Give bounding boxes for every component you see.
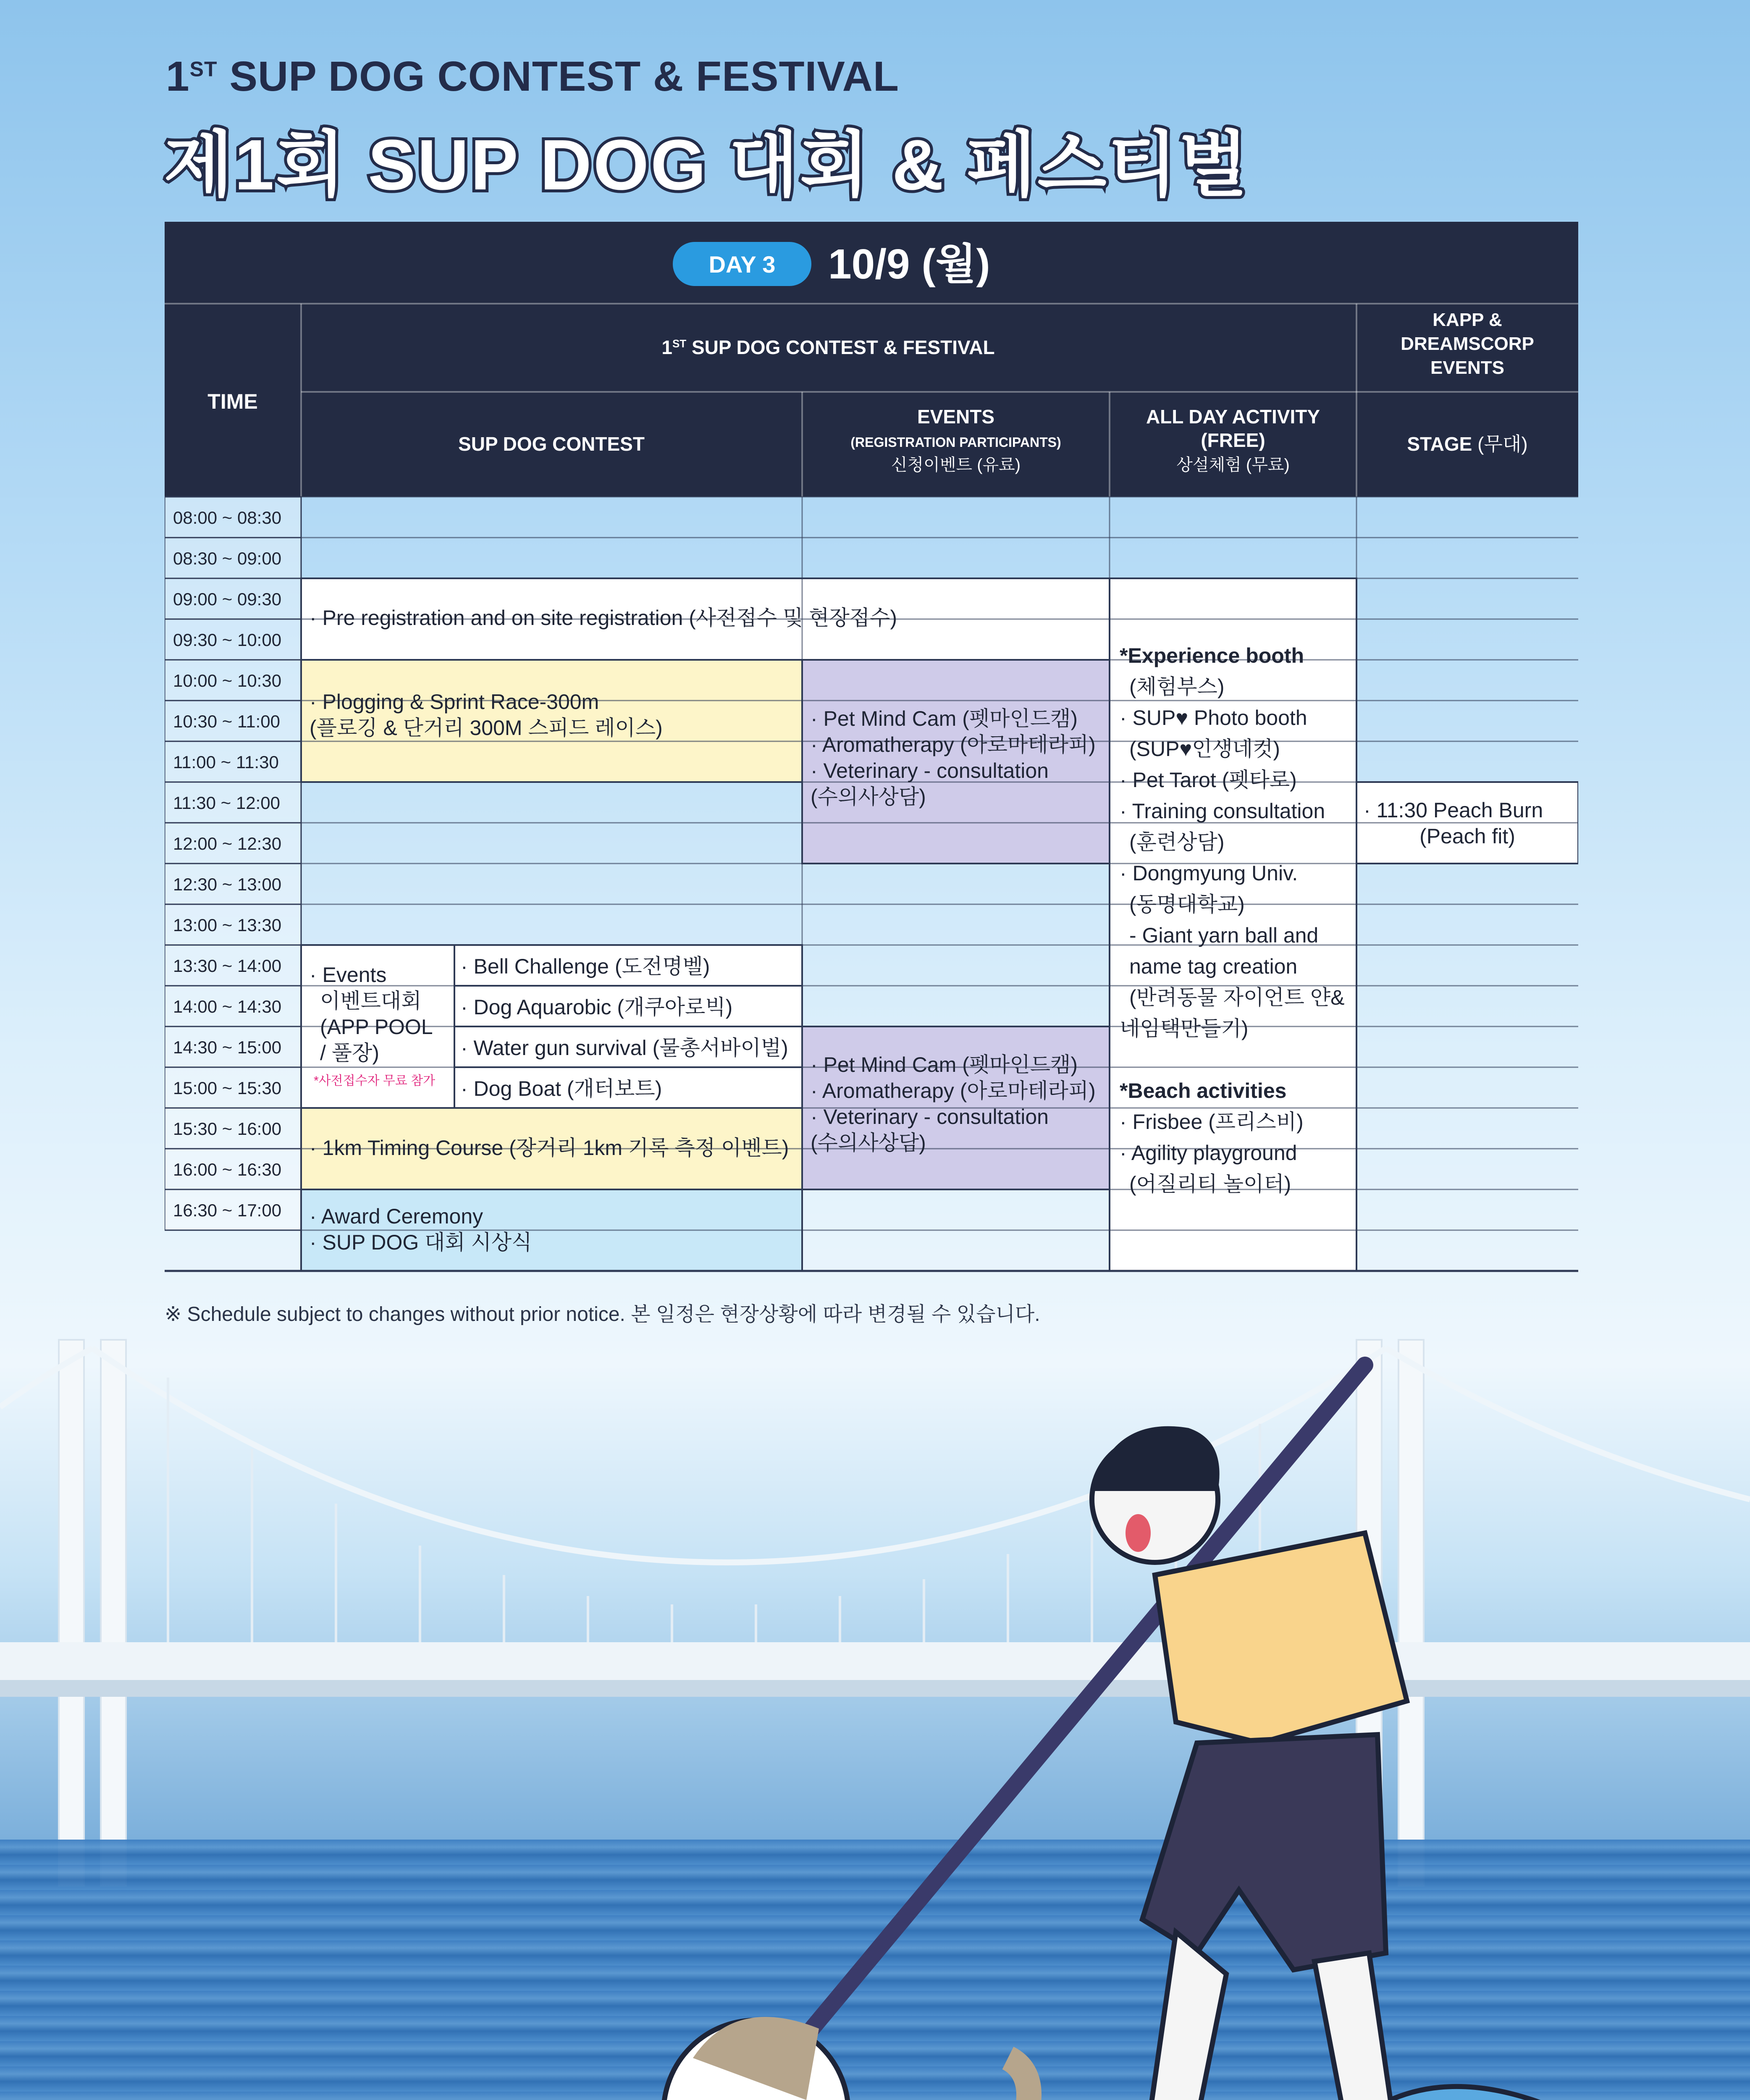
cell-events-2: 이벤트대회 <box>320 989 422 1013</box>
wave-icon <box>1260 2087 1627 2100</box>
day-badge-label: DAY 3 <box>708 251 776 278</box>
allday-item: (동명대학교) <box>1129 892 1245 916</box>
header-kapp-2: DREAMSCORP <box>1401 333 1534 354</box>
cell-bell: · Bell Challenge (도전명벨) <box>461 955 710 978</box>
time-slot-label: 09:00 ~ 09:30 <box>173 589 282 609</box>
cell-dogboat: · Dog Boat (개터보트) <box>461 1077 662 1100</box>
allday-item: 네임택만들기) <box>1120 1017 1249 1040</box>
cell-award-1: · Award Ceremony <box>310 1205 483 1228</box>
title-english: 1ST SUP DOG CONTEST & FESTIVAL <box>166 53 899 100</box>
cell-petmind-b-4: (수의사상담) <box>811 1131 926 1155</box>
cell-petmind-a-2: · Aromatherapy (아로마테라피) <box>811 733 1096 756</box>
time-slot-label: 11:30 ~ 12:00 <box>173 793 280 813</box>
header-kapp-3: EVENTS <box>1430 357 1505 378</box>
time-slot-label: 16:00 ~ 16:30 <box>173 1160 282 1179</box>
cell-petmind-b-1: · Pet Mind Cam (펫마인드캠) <box>811 1053 1078 1076</box>
allday-item: (훈련상담) <box>1129 830 1225 854</box>
cell-aquarobic: · Dog Aquarobic (개쿠아로빅) <box>461 995 733 1019</box>
allday-item: · Training consultation <box>1120 799 1325 823</box>
allday-item: · SUP♥ Photo booth <box>1120 706 1307 730</box>
cell-petmind-a-3: · Veterinary - consultation <box>811 759 1049 782</box>
time-slot-label: 08:30 ~ 09:00 <box>173 549 282 568</box>
header-time: TIME <box>207 390 258 413</box>
cell-watergun: · Water gun survival (물총서바이벌) <box>461 1036 788 1060</box>
header-events-3: 신청이벤트 (유료) <box>891 456 1021 474</box>
time-slot-label: 12:30 ~ 13:00 <box>173 874 282 894</box>
allday-item: *Beach activities <box>1120 1079 1287 1102</box>
cell-stage-2: (Peach fit) <box>1419 824 1515 848</box>
cell-pre-registration: · Pre registration and on site registration (사전접수 및 현장접수) <box>310 606 897 630</box>
cell-events-3: (APP POOL <box>320 1015 433 1039</box>
time-slot-label: 14:00 ~ 14:30 <box>173 997 282 1016</box>
time-slot-label: 11:00 ~ 11:30 <box>173 752 279 772</box>
allday-item: (체험부스) <box>1129 675 1225 698</box>
allday-item: · Dongmyung Univ. <box>1120 861 1298 885</box>
time-slot-label: 15:00 ~ 15:30 <box>173 1078 282 1098</box>
header-stage: STAGE (무대) <box>1407 433 1528 455</box>
cell-petmind-a-4: (수의사상담) <box>811 785 926 808</box>
header-events-1: EVENTS <box>917 406 995 428</box>
date-label: 10/9 (월) <box>828 241 990 288</box>
allday-item: (어질리티 놀이터) <box>1129 1172 1291 1196</box>
time-slot-label: 10:30 ~ 11:00 <box>173 711 280 731</box>
header-sup-dog-contest: SUP DOG CONTEST <box>458 433 645 455</box>
header-allday-3: 상설체험 (무료) <box>1176 456 1290 474</box>
cell-petmind-a-1: · Pet Mind Cam (펫마인드캠) <box>811 707 1078 730</box>
time-slot-label: 13:00 ~ 13:30 <box>173 915 282 935</box>
cell-plogging-1: · Plogging & Sprint Race-300m <box>310 690 599 714</box>
time-slot-label: 10:00 ~ 10:30 <box>173 671 282 690</box>
time-slot-label: 16:30 ~ 17:00 <box>173 1200 282 1220</box>
schedule-note: ※ Schedule subject to changes without prior notice. 본 일정은 현장상황에 따라 변경될 수 있습니다. <box>165 1303 1040 1326</box>
header-allday-2: (FREE) <box>1201 429 1265 451</box>
time-slot-label: 12:00 ~ 12:30 <box>173 834 282 853</box>
allday-item: - Giant yarn ball and <box>1129 924 1319 947</box>
paddleboard-illustration <box>546 1323 1743 2100</box>
time-slot-label: 14:30 ~ 15:00 <box>173 1037 282 1057</box>
allday-item: (SUP♥인생네컷) <box>1129 737 1280 761</box>
cell-award-2: · SUP DOG 대회 시상식 <box>310 1231 532 1254</box>
header-festival: 1ST SUP DOG CONTEST & FESTIVAL <box>661 336 995 358</box>
time-slot-label: 08:00 ~ 08:30 <box>173 508 282 528</box>
header-allday-1: ALL DAY ACTIVITY <box>1146 406 1320 428</box>
allday-item: *Experience booth <box>1120 644 1304 667</box>
allday-item: · Agility playground <box>1120 1141 1297 1165</box>
time-slot-label: 13:30 ~ 14:00 <box>173 956 282 976</box>
header-events-2: (REGISTRATION PARTICIPANTS) <box>850 435 1061 450</box>
cell-events-1: · Events <box>310 963 387 987</box>
header-kapp-1: KAPP & <box>1433 310 1502 330</box>
cell-petmind-b-3: · Veterinary - consultation <box>811 1105 1049 1129</box>
cell-plogging-2: (플로깅 & 단거리 300M 스피드 레이스) <box>310 716 663 740</box>
cell-timing: · 1km Timing Course (장거리 1km 기록 측정 이벤트) <box>310 1136 789 1160</box>
cell-events-note: *사전접수자 무료 참가 <box>314 1074 436 1088</box>
allday-item: · Frisbee (프리스비) <box>1120 1110 1304 1134</box>
time-slot-label: 15:30 ~ 16:00 <box>173 1119 282 1139</box>
title-korean: 제1회 SUP DOG 대회 & 페스티벌 <box>164 125 1249 205</box>
schedule-table <box>165 222 1578 1276</box>
allday-item: · Pet Tarot (펫타로) <box>1120 768 1297 792</box>
allday-item: (반려동물 자이언트 얀& <box>1129 986 1345 1009</box>
cell-stage-1: · 11:30 Peach Burn <box>1364 798 1543 822</box>
time-slot-label: 09:30 ~ 10:00 <box>173 630 282 650</box>
cell-events-4: / 풀장) <box>320 1041 380 1065</box>
time-column <box>165 497 301 1230</box>
allday-item: name tag creation <box>1129 955 1298 978</box>
cell-petmind-b-2: · Aromatherapy (아로마테라피) <box>811 1079 1096 1102</box>
